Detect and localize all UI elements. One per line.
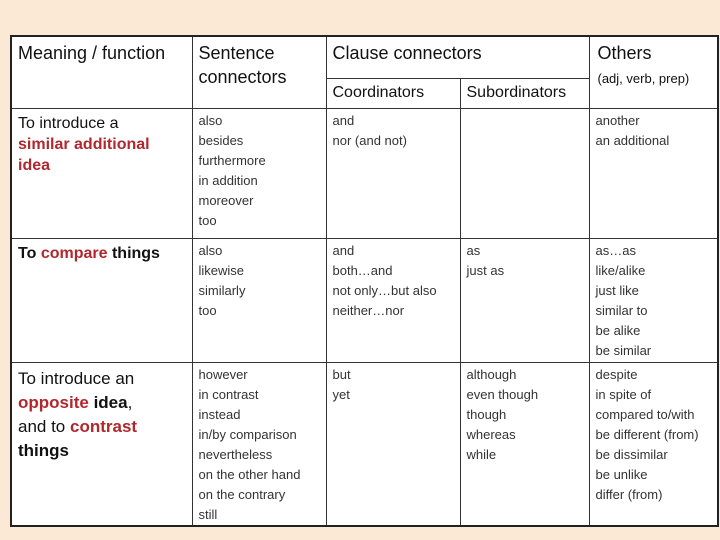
list-item: differ (from) [595,486,663,502]
meaning-compare-highlight: compare [40,244,108,262]
meaning-contrast [11,362,192,526]
meaning-addition-idea: idea [18,156,51,174]
list-item: another [595,112,640,128]
list-item: compared to/with [595,406,695,422]
list-item: as [466,242,481,258]
meaning-contrast-line1: To introduce an [18,368,135,388]
list-item: still [198,506,218,522]
list-item: too [198,212,217,228]
list-item: in addition [198,172,258,188]
header-coordinators: Coordinators [326,78,460,108]
list-item: furthermore [198,152,266,168]
list-item: be similar [595,342,652,358]
list-item: on the other hand [198,466,301,482]
list-item: like/alike [595,262,646,278]
list-item: be alike [595,322,641,338]
header-clause-connectors: Clause connectors [326,36,589,78]
connectors-table [10,35,719,527]
meaning-contrast-and-to: and to [18,416,70,436]
list-item: however [198,366,248,382]
sentence-addition [192,108,326,238]
list-item: be different (from) [595,426,699,442]
header-others-note: (adj, verb, prep) [597,71,690,86]
list-item: be unlike [595,466,648,482]
sentence-contrast [192,362,326,526]
others-addition [589,108,718,238]
meaning-contrast-comma: , [127,392,133,412]
meaning-contrast-things: things [18,440,69,460]
list-item: moreover [198,192,254,208]
header-subordinators: Subordinators [460,78,589,108]
list-item: also [198,242,223,258]
coordinators-contrast [326,362,460,526]
coordinators-compare [326,238,460,362]
meaning-compare-suffix: things [107,244,160,262]
list-item: too [198,302,217,318]
subordinators-contrast [460,362,589,526]
row-compare [11,238,718,362]
list-item: also [198,112,223,128]
header-sentence-connectors: Sentence connectors [192,36,326,108]
meaning-contrast-opposite: opposite [18,392,89,412]
coordinators-addition [326,108,460,238]
meaning-addition [11,108,192,238]
list-item: neither…nor [332,302,405,318]
row-contrast [11,362,718,526]
list-item: nevertheless [198,446,273,462]
meaning-contrast-highlight: contrast [70,416,138,436]
list-item: on the contrary [198,486,286,502]
list-item: an additional [595,132,670,148]
meaning-compare [11,238,192,362]
list-item: just as [466,262,505,278]
list-item: in/by comparison [198,426,297,442]
list-item: similar to [595,302,648,318]
list-item: similarly [198,282,246,298]
others-contrast [589,362,718,526]
list-item: as…as [595,242,636,258]
list-item: though [466,406,507,422]
subordinators-compare [460,238,589,362]
others-compare [589,238,718,362]
list-item: in contrast [198,386,259,402]
list-item: both…and [332,262,393,278]
header-meaning: Meaning / function [11,36,192,108]
list-item: and [332,112,355,128]
meaning-addition-highlight: similar additional [18,135,150,153]
list-item: just like [595,282,639,298]
list-item: not only…but also [332,282,437,298]
list-item: yet [332,386,350,402]
meaning-contrast-idea: idea [88,392,128,412]
list-item: although [466,366,517,382]
list-item: while [466,446,497,462]
list-item: whereas [466,426,516,442]
list-item: instead [198,406,241,422]
list-item: despite [595,366,638,382]
header-others-title: Others [597,43,652,63]
list-item: in spite of [595,386,652,402]
list-item: likewise [198,262,245,278]
subordinators-addition [460,108,589,238]
list-item: nor (and not) [332,132,407,148]
header-row [11,36,718,78]
meaning-addition-text: To introduce a [18,114,119,132]
list-item: even though [466,386,539,402]
header-others [589,36,718,108]
list-item: besides [198,132,244,148]
row-addition [11,108,718,238]
list-item: be dissimilar [595,446,668,462]
list-item: but [332,366,351,382]
meaning-compare-prefix: To [18,244,41,262]
sentence-compare [192,238,326,362]
list-item: and [332,242,355,258]
